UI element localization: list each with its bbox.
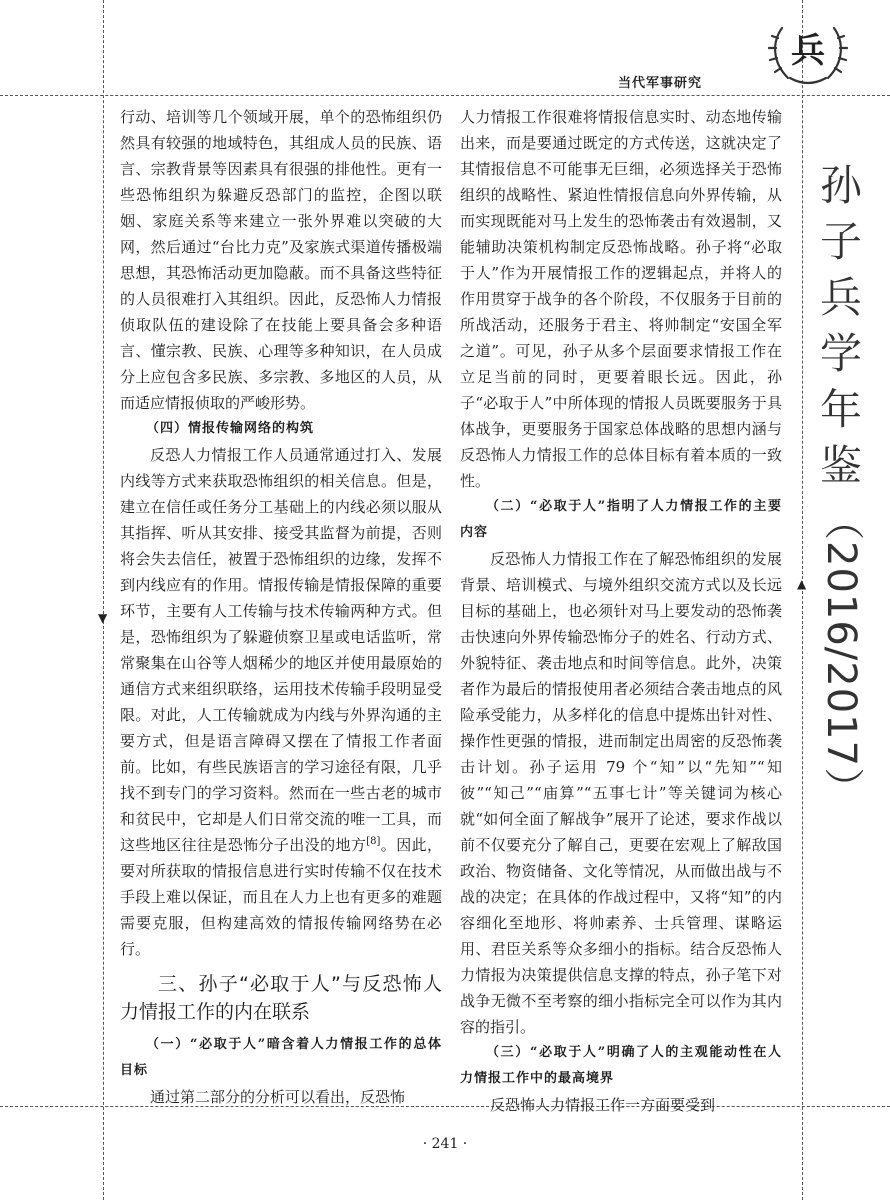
side-title-char: 兵 bbox=[819, 273, 862, 322]
left-guide-arrow-down-icon: ▼ bbox=[98, 611, 108, 625]
side-title-char: 学 bbox=[819, 329, 862, 378]
body-paragraph: 反恐怖人力情报工作在了解恐怖组织的发展背景、培训模式、与境外组织交流方式以及长远目标的基础上，也必须针对马上要发动的恐怖袭击快速向外界传输恐怖分子的姓名、行动方式、外貌特征、袭击地点和时间等信息。此外，决策者作为最后的情报使用者必须结合袭击地点的风险承受能力，从多样化的信息中提炼出针对性、操作性更强的情报，进而制定出周密的反恐怖袭击计划。孙子运用 79 个“知”以“先知”“知彼”“知己”“庙算”“五事七计”等关键词为核心就“如何全面了解战争”展开了论述，要求作战以前不仅要充分了解自己，更要在宏观上了解敌国政治、物资储备、文化等情况，从而做出战与不战的决定；在具体的作战过程中，又将“知”的内容细化至地形、将帅素养、士兵管理、谋略运用、君臣关系等众多细小的指标。结合反恐怖人力情报为决策提供信息支撑的特点，孙子笔下对战争无微不至考察的细小指标完全可以作为其内容的指引。 bbox=[460, 550, 782, 1036]
right-dashed-guide bbox=[802, 0, 803, 1200]
body-paragraph: 通过第二部分的分析可以看出，反恐怖 bbox=[150, 1088, 406, 1106]
right-guide-arrow-up-icon: ▲ bbox=[797, 577, 807, 591]
citation-ref: [8] bbox=[366, 836, 381, 847]
left-dashed-guide bbox=[103, 0, 104, 1200]
page-number: · 241 · bbox=[422, 1136, 468, 1152]
body-paragraph: 人力情报工作很难将情报信息实时、动态地传输出来，而是要通过既定的方式传送，这就决定了其情报信息不可能事无巨细，必须选择关于恐怖组织的战略性、紧迫性情报信息向外界传输，从而实现既能对马上发生的恐怖袭击有效遏制，又能辅助决策机构制定反恐怖战略。孙子将“必取于人”作为开展情报工作的逻辑起点，并将人的作用贯穿于战争的各个阶段，不仅服务于目前的所战活动，还服务于君主、将帅制定“安国全军之道”。可见，孙子从多个层面要求情报工作在立足当前的同时，更要着眼长远。因此，孙子“必取于人”中所体现的情报人员既要服务于具体战争，更要服务于国家总体战略的思想内涵与反恐怖人力情报工作的总体目标有着本质的一致性。 bbox=[460, 108, 782, 490]
yearbook-side-title bbox=[818, 158, 864, 809]
top-dashed-rule bbox=[0, 95, 890, 96]
paragraph-text: 。因此，要对所获取的情报信息进行实时传输不仅在技术手段上难以保证，而且在人力上也有更多的难题需要克服，但构建高效的情报传输网络势在必行。 bbox=[120, 836, 442, 958]
subsection-heading: （四）情报传输网络的构筑 bbox=[146, 421, 315, 436]
subsection-heading: （一）“必取于人”暗含着人力情报工作的总体目标 bbox=[120, 1037, 442, 1078]
body-paragraph: 行动、培训等几个领域开展，单个的恐怖组织仍然具有较强的地域特色，其组成人员的民族、语言、宗教背景等因素具有很强的排他性。更有一些恐怖组织为躲避反恐部门的监控，企图以联姻、家庭关系等来建立一张外界难以突破的大网，然后通过“台比力克”及家族式渠道传播极端思想，其恐怖活动更加隐蔽。而不具备这些特征的人员很难打入其组织。因此，反恐怖人力情报侦取队伍的建设除了在技能上要具备会多种语言、懂宗教、民族、心理等多种知识，在人员成分上应包含多民族、多宗教、多地区的人员，从而适应情报侦取的严峻形势。 bbox=[120, 108, 442, 412]
body-paragraph bbox=[120, 442, 442, 962]
journal-name: 当代军事研究 bbox=[618, 76, 703, 91]
subsection-heading: （二）“必取于人”指明了人力情报工作的主要内容 bbox=[460, 499, 782, 540]
side-title-char: 孙 bbox=[819, 161, 862, 210]
left-column bbox=[120, 104, 442, 1110]
right-column bbox=[460, 104, 782, 1118]
subsection-heading: （三）“必取于人”明确了人的主观能动性在人力情报工作中的最高境界 bbox=[460, 1045, 782, 1086]
side-title-char: 鉴 bbox=[819, 441, 862, 490]
emblem-glyph: 兵 bbox=[791, 31, 825, 71]
laurel-emblem-icon bbox=[768, 18, 848, 86]
section-heading: 三、孙子“必取于人”与反恐怖人力情报工作的内在联系 bbox=[120, 973, 442, 1023]
body-paragraph: 反恐怖人力情报工作一方面要受到 bbox=[490, 1096, 716, 1114]
side-title-char: 年 bbox=[819, 385, 862, 434]
side-title-char: 子 bbox=[819, 217, 862, 266]
paragraph-text: 反恐人力情报工作人员通常通过打入、发展内线等方式来获取恐怖组织的相关信息。但是，建立在信任或任务分工基础上的内线必须以服从其指挥、听从其安排、接受其监督为前提，否则将会失去信任，被置于恐怖组织的边缘，发挥不到内线应有的作用。情报传输是情报保障的重要环节，主要有人工传输与技术传输两种方式。但是，恐怖组织为了躲避侦察卫星或电话监听，常常聚集在山谷等人烟稀少的地区并使用最原始的通信方式来组织联络，运用技术传输手段明显受限。对此，人工传输就成为内线与外界沟通的主要方式，但是语言障碍又摆在了情报工作者面前。比如，有些民族语言的学习途径有限，几乎找不到专门的学习资料。然而在一些古老的城市和贫民中，它却是人们日常交流的唯一工具，而这些地区往往是恐怖分子出没的地方 bbox=[120, 446, 442, 854]
side-title-year: （2016/2017） bbox=[818, 500, 864, 809]
